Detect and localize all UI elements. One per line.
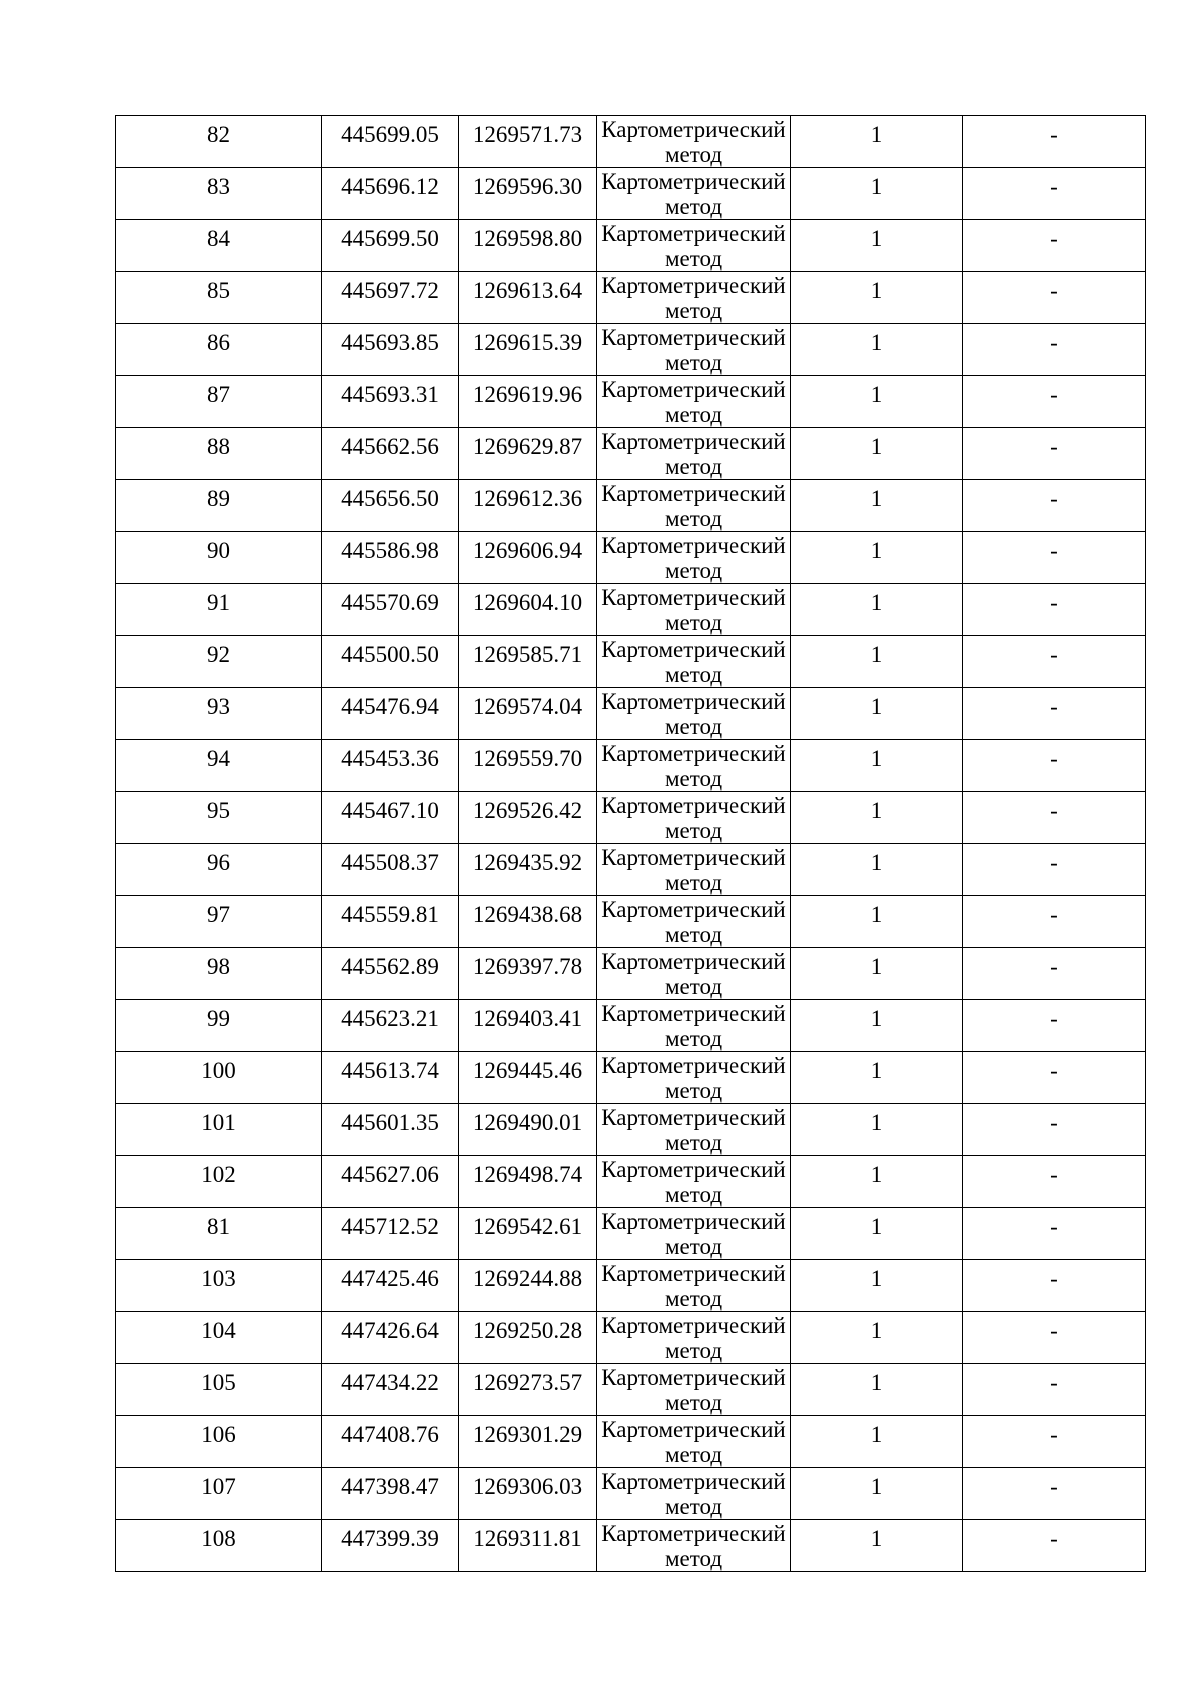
method-cell [597, 688, 791, 740]
table-row [116, 428, 1146, 480]
accuracy-cell: 1 [791, 636, 963, 688]
point-number-cell: 94 [116, 740, 322, 792]
method-line-1: Картометрический [601, 117, 786, 142]
table-row [116, 168, 1146, 220]
table-row [116, 1416, 1146, 1468]
x-coordinate-cell: 447408.76 [322, 1416, 459, 1468]
x-coordinate-cell: 447434.22 [322, 1364, 459, 1416]
y-coordinate-cell: 1269438.68 [459, 896, 597, 948]
y-coordinate-cell: 1269604.10 [459, 584, 597, 636]
point-number-cell: 88 [116, 428, 322, 480]
point-number-cell: 107 [116, 1468, 322, 1520]
method-line-1: Картометрический [601, 637, 786, 662]
note-cell: - [963, 480, 1146, 532]
method-cell [597, 1416, 791, 1468]
y-coordinate-cell: 1269615.39 [459, 324, 597, 376]
accuracy-cell: 1 [791, 1260, 963, 1312]
note-cell: - [963, 740, 1146, 792]
method-line-1: Картометрический [601, 845, 786, 870]
method-cell [597, 1520, 791, 1572]
y-coordinate-cell: 1269606.94 [459, 532, 597, 584]
method-line-1: Картометрический [601, 1365, 786, 1390]
point-number-cell: 97 [116, 896, 322, 948]
accuracy-cell: 1 [791, 324, 963, 376]
y-coordinate-cell: 1269613.64 [459, 272, 597, 324]
accuracy-cell: 1 [791, 792, 963, 844]
method-line-1: Картометрический [601, 533, 786, 558]
method-line-1: Картометрический [601, 689, 786, 714]
method-line-2: метод [664, 766, 723, 791]
method-cell [597, 1364, 791, 1416]
x-coordinate-cell: 445500.50 [322, 636, 459, 688]
method-line-2: метод [664, 662, 723, 687]
method-line-2: метод [664, 246, 723, 271]
note-cell: - [963, 1052, 1146, 1104]
x-coordinate-cell: 445623.21 [322, 1000, 459, 1052]
method-cell [597, 1312, 791, 1364]
point-number-cell: 102 [116, 1156, 322, 1208]
table-row [116, 792, 1146, 844]
method-line-2: метод [664, 1390, 723, 1415]
accuracy-cell: 1 [791, 272, 963, 324]
point-number-cell: 85 [116, 272, 322, 324]
x-coordinate-cell: 445712.52 [322, 1208, 459, 1260]
method-line-1: Картометрический [601, 377, 786, 402]
y-coordinate-cell: 1269301.29 [459, 1416, 597, 1468]
point-number-cell: 83 [116, 168, 322, 220]
method-line-1: Картометрический [601, 325, 786, 350]
method-cell [597, 116, 791, 168]
method-line-1: Картометрический [601, 1053, 786, 1078]
method-line-1: Картометрический [601, 793, 786, 818]
table-row [116, 584, 1146, 636]
x-coordinate-cell: 445467.10 [322, 792, 459, 844]
note-cell: - [963, 428, 1146, 480]
x-coordinate-cell: 445562.89 [322, 948, 459, 1000]
x-coordinate-cell: 445693.85 [322, 324, 459, 376]
table-row [116, 480, 1146, 532]
y-coordinate-cell: 1269244.88 [459, 1260, 597, 1312]
method-line-1: Картометрический [601, 1157, 786, 1182]
accuracy-cell: 1 [791, 896, 963, 948]
y-coordinate-cell: 1269612.36 [459, 480, 597, 532]
x-coordinate-cell: 445601.35 [322, 1104, 459, 1156]
method-line-2: метод [664, 714, 723, 739]
note-cell: - [963, 532, 1146, 584]
y-coordinate-cell: 1269490.01 [459, 1104, 597, 1156]
x-coordinate-cell: 445656.50 [322, 480, 459, 532]
point-number-cell: 98 [116, 948, 322, 1000]
table-row [116, 844, 1146, 896]
method-cell [597, 948, 791, 1000]
x-coordinate-cell: 447426.64 [322, 1312, 459, 1364]
x-coordinate-cell: 445699.50 [322, 220, 459, 272]
method-line-1: Картометрический [601, 1261, 786, 1286]
note-cell: - [963, 324, 1146, 376]
method-line-1: Картометрический [601, 481, 786, 506]
method-cell [597, 1260, 791, 1312]
table-row [116, 220, 1146, 272]
accuracy-cell: 1 [791, 1416, 963, 1468]
method-line-2: метод [664, 1494, 723, 1519]
note-cell: - [963, 636, 1146, 688]
method-line-1: Картометрический [601, 741, 786, 766]
note-cell: - [963, 948, 1146, 1000]
y-coordinate-cell: 1269306.03 [459, 1468, 597, 1520]
method-cell [597, 792, 791, 844]
method-line-2: метод [664, 1130, 723, 1155]
accuracy-cell: 1 [791, 168, 963, 220]
x-coordinate-cell: 445559.81 [322, 896, 459, 948]
point-number-cell: 95 [116, 792, 322, 844]
method-line-1: Картометрический [601, 169, 786, 194]
accuracy-cell: 1 [791, 740, 963, 792]
y-coordinate-cell: 1269629.87 [459, 428, 597, 480]
x-coordinate-cell: 445508.37 [322, 844, 459, 896]
coordinates-table-body [116, 116, 1146, 1572]
method-line-2: метод [664, 506, 723, 531]
method-line-1: Картометрический [601, 897, 786, 922]
y-coordinate-cell: 1269498.74 [459, 1156, 597, 1208]
method-cell [597, 844, 791, 896]
note-cell: - [963, 272, 1146, 324]
accuracy-cell: 1 [791, 1156, 963, 1208]
table-row [116, 1260, 1146, 1312]
x-coordinate-cell: 445627.06 [322, 1156, 459, 1208]
accuracy-cell: 1 [791, 1468, 963, 1520]
accuracy-cell: 1 [791, 1000, 963, 1052]
method-line-1: Картометрический [601, 273, 786, 298]
method-line-2: метод [664, 1338, 723, 1363]
method-cell [597, 168, 791, 220]
method-line-2: метод [664, 610, 723, 635]
method-line-2: метод [664, 350, 723, 375]
accuracy-cell: 1 [791, 220, 963, 272]
point-number-cell: 108 [116, 1520, 322, 1572]
coordinates-table [115, 115, 1146, 1572]
method-cell [597, 428, 791, 480]
method-cell [597, 376, 791, 428]
method-cell [597, 1000, 791, 1052]
accuracy-cell: 1 [791, 1312, 963, 1364]
accuracy-cell: 1 [791, 584, 963, 636]
table-row [116, 532, 1146, 584]
x-coordinate-cell: 445476.94 [322, 688, 459, 740]
table-row [116, 1364, 1146, 1416]
accuracy-cell: 1 [791, 376, 963, 428]
accuracy-cell: 1 [791, 1052, 963, 1104]
point-number-cell: 104 [116, 1312, 322, 1364]
point-number-cell: 106 [116, 1416, 322, 1468]
method-line-1: Картометрический [601, 1469, 786, 1494]
method-cell [597, 1156, 791, 1208]
point-number-cell: 86 [116, 324, 322, 376]
method-line-1: Картометрический [601, 429, 786, 454]
method-line-2: метод [664, 818, 723, 843]
table-row [116, 1520, 1146, 1572]
method-line-2: метод [664, 402, 723, 427]
note-cell: - [963, 792, 1146, 844]
method-cell [597, 1052, 791, 1104]
method-line-1: Картометрический [601, 221, 786, 246]
point-number-cell: 91 [116, 584, 322, 636]
y-coordinate-cell: 1269273.57 [459, 1364, 597, 1416]
accuracy-cell: 1 [791, 1364, 963, 1416]
x-coordinate-cell: 447398.47 [322, 1468, 459, 1520]
note-cell: - [963, 1416, 1146, 1468]
note-cell: - [963, 376, 1146, 428]
method-cell [597, 272, 791, 324]
note-cell: - [963, 1520, 1146, 1572]
point-number-cell: 90 [116, 532, 322, 584]
method-line-1: Картометрический [601, 585, 786, 610]
method-line-2: метод [664, 558, 723, 583]
point-number-cell: 103 [116, 1260, 322, 1312]
y-coordinate-cell: 1269571.73 [459, 116, 597, 168]
accuracy-cell: 1 [791, 428, 963, 480]
x-coordinate-cell: 445662.56 [322, 428, 459, 480]
table-row [116, 1052, 1146, 1104]
method-cell [597, 1468, 791, 1520]
method-line-2: метод [664, 870, 723, 895]
method-cell [597, 480, 791, 532]
method-line-2: метод [664, 1442, 723, 1467]
table-row [116, 376, 1146, 428]
y-coordinate-cell: 1269559.70 [459, 740, 597, 792]
x-coordinate-cell: 445586.98 [322, 532, 459, 584]
method-line-2: метод [664, 1182, 723, 1207]
x-coordinate-cell: 447399.39 [322, 1520, 459, 1572]
accuracy-cell: 1 [791, 1520, 963, 1572]
accuracy-cell: 1 [791, 532, 963, 584]
method-line-2: метод [664, 1546, 723, 1571]
x-coordinate-cell: 445570.69 [322, 584, 459, 636]
method-cell [597, 740, 791, 792]
table-row [116, 896, 1146, 948]
method-line-2: метод [664, 454, 723, 479]
y-coordinate-cell: 1269250.28 [459, 1312, 597, 1364]
method-cell [597, 584, 791, 636]
point-number-cell: 96 [116, 844, 322, 896]
accuracy-cell: 1 [791, 688, 963, 740]
accuracy-cell: 1 [791, 948, 963, 1000]
table-row [116, 116, 1146, 168]
y-coordinate-cell: 1269311.81 [459, 1520, 597, 1572]
table-row [116, 636, 1146, 688]
note-cell: - [963, 1312, 1146, 1364]
y-coordinate-cell: 1269397.78 [459, 948, 597, 1000]
note-cell: - [963, 1156, 1146, 1208]
y-coordinate-cell: 1269403.41 [459, 1000, 597, 1052]
x-coordinate-cell: 445693.31 [322, 376, 459, 428]
y-coordinate-cell: 1269542.61 [459, 1208, 597, 1260]
method-line-2: метод [664, 922, 723, 947]
note-cell: - [963, 896, 1146, 948]
method-line-2: метод [664, 142, 723, 167]
note-cell: - [963, 168, 1146, 220]
method-line-2: метод [664, 1234, 723, 1259]
method-line-1: Картометрический [601, 1417, 786, 1442]
method-line-1: Картометрический [601, 1209, 786, 1234]
point-number-cell: 81 [116, 1208, 322, 1260]
y-coordinate-cell: 1269585.71 [459, 636, 597, 688]
method-cell [597, 324, 791, 376]
y-coordinate-cell: 1269435.92 [459, 844, 597, 896]
method-cell [597, 532, 791, 584]
x-coordinate-cell: 445697.72 [322, 272, 459, 324]
accuracy-cell: 1 [791, 844, 963, 896]
method-line-1: Картометрический [601, 1105, 786, 1130]
method-cell [597, 896, 791, 948]
y-coordinate-cell: 1269574.04 [459, 688, 597, 740]
method-line-1: Картометрический [601, 1001, 786, 1026]
x-coordinate-cell: 445696.12 [322, 168, 459, 220]
method-cell [597, 636, 791, 688]
table-row [116, 1156, 1146, 1208]
note-cell: - [963, 116, 1146, 168]
table-row [116, 1312, 1146, 1364]
note-cell: - [963, 1000, 1146, 1052]
note-cell: - [963, 220, 1146, 272]
method-line-1: Картометрический [601, 1313, 786, 1338]
method-line-1: Картометрический [601, 949, 786, 974]
table-row [116, 948, 1146, 1000]
point-number-cell: 92 [116, 636, 322, 688]
y-coordinate-cell: 1269526.42 [459, 792, 597, 844]
x-coordinate-cell: 445453.36 [322, 740, 459, 792]
point-number-cell: 89 [116, 480, 322, 532]
point-number-cell: 87 [116, 376, 322, 428]
table-row [116, 324, 1146, 376]
method-line-2: метод [664, 1026, 723, 1051]
y-coordinate-cell: 1269445.46 [459, 1052, 597, 1104]
method-line-2: метод [664, 1078, 723, 1103]
note-cell: - [963, 1364, 1146, 1416]
accuracy-cell: 1 [791, 116, 963, 168]
note-cell: - [963, 584, 1146, 636]
point-number-cell: 93 [116, 688, 322, 740]
method-line-2: метод [664, 974, 723, 999]
note-cell: - [963, 688, 1146, 740]
point-number-cell: 82 [116, 116, 322, 168]
method-cell [597, 1104, 791, 1156]
table-row [116, 272, 1146, 324]
method-cell [597, 220, 791, 272]
note-cell: - [963, 1260, 1146, 1312]
point-number-cell: 105 [116, 1364, 322, 1416]
x-coordinate-cell: 445699.05 [322, 116, 459, 168]
table-row [116, 740, 1146, 792]
accuracy-cell: 1 [791, 1104, 963, 1156]
y-coordinate-cell: 1269596.30 [459, 168, 597, 220]
method-line-2: метод [664, 194, 723, 219]
method-cell [597, 1208, 791, 1260]
method-line-2: метод [664, 298, 723, 323]
point-number-cell: 84 [116, 220, 322, 272]
method-line-1: Картометрический [601, 1521, 786, 1546]
accuracy-cell: 1 [791, 1208, 963, 1260]
point-number-cell: 100 [116, 1052, 322, 1104]
table-row [116, 688, 1146, 740]
method-line-2: метод [664, 1286, 723, 1311]
accuracy-cell: 1 [791, 480, 963, 532]
note-cell: - [963, 1104, 1146, 1156]
table-row [116, 1000, 1146, 1052]
y-coordinate-cell: 1269619.96 [459, 376, 597, 428]
table-row [116, 1468, 1146, 1520]
y-coordinate-cell: 1269598.80 [459, 220, 597, 272]
note-cell: - [963, 844, 1146, 896]
note-cell: - [963, 1468, 1146, 1520]
point-number-cell: 99 [116, 1000, 322, 1052]
table-row [116, 1104, 1146, 1156]
x-coordinate-cell: 447425.46 [322, 1260, 459, 1312]
table-row [116, 1208, 1146, 1260]
point-number-cell: 101 [116, 1104, 322, 1156]
note-cell: - [963, 1208, 1146, 1260]
x-coordinate-cell: 445613.74 [322, 1052, 459, 1104]
